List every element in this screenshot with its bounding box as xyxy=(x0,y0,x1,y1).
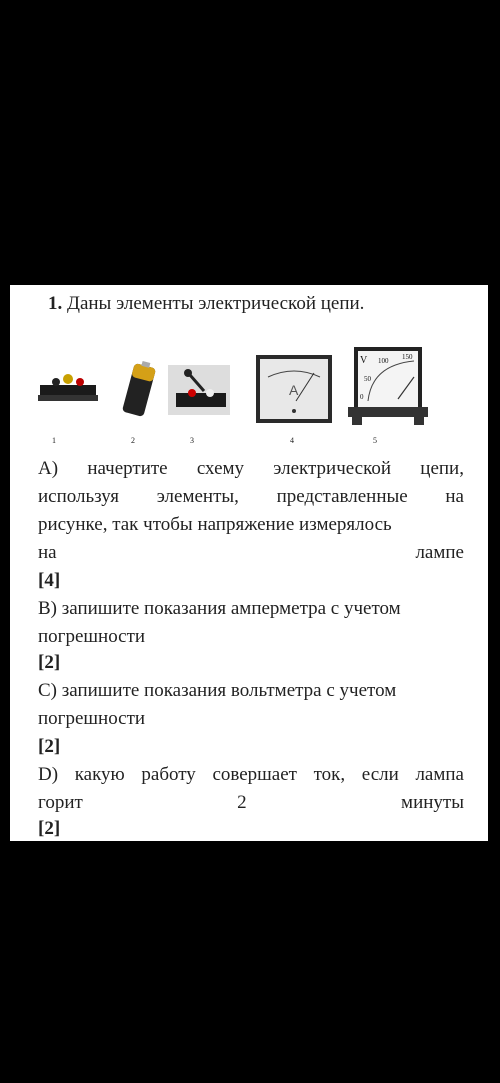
ammeter-letter: A xyxy=(289,382,299,398)
task-title xyxy=(48,293,364,315)
question-a-line-2: используя элементы, представленные на xyxy=(38,486,464,507)
figure-3-switch xyxy=(168,365,230,415)
task-number: 1. xyxy=(48,293,63,314)
figure-label-3: 3 xyxy=(190,436,194,445)
figure-5-voltmeter xyxy=(348,347,428,427)
question-c-points: [2] xyxy=(38,736,61,757)
figure-label-4: 4 xyxy=(290,436,294,445)
question-a-line-3: рисунке, так чтобы напряжение измерялось xyxy=(38,514,392,535)
question-d-line-2: горит 2 минуты xyxy=(38,792,464,813)
worksheet-page xyxy=(10,285,488,841)
question-d-points: [2] xyxy=(38,818,61,839)
figure-1-lamp-holder xyxy=(36,367,98,407)
svg-text:0: 0 xyxy=(360,393,364,401)
task-title-text: Даны элементы электрической цепи. xyxy=(67,293,365,314)
svg-text:150: 150 xyxy=(402,353,413,361)
svg-text:100: 100 xyxy=(378,357,389,365)
svg-text:50: 50 xyxy=(364,375,371,383)
figure-label-5: 5 xyxy=(373,436,377,445)
question-b-line-1: B) запишите показания амперметра с учетом xyxy=(38,598,401,619)
question-a-line-4: на лампе xyxy=(38,542,464,563)
figure-4-ammeter xyxy=(256,355,332,423)
question-d-line-1: D) какую работу совершает ток, если лампа xyxy=(38,764,464,785)
figure-label-1: 1 xyxy=(52,436,56,445)
figure-2-battery xyxy=(116,359,162,421)
question-c-line-2: погрешности xyxy=(38,708,146,729)
question-b-points: [2] xyxy=(38,652,61,673)
question-a-line-1: A) начертите схему электрической цепи, xyxy=(38,458,464,479)
question-c-line-1: C) запишите показания вольтметра с учетом xyxy=(38,680,397,701)
top-black-area xyxy=(0,0,500,110)
question-b-line-2: погрешности xyxy=(38,626,146,647)
figure-label-2: 2 xyxy=(131,436,135,445)
question-a-points: [4] xyxy=(38,570,61,591)
voltmeter-letter: V xyxy=(360,355,368,366)
